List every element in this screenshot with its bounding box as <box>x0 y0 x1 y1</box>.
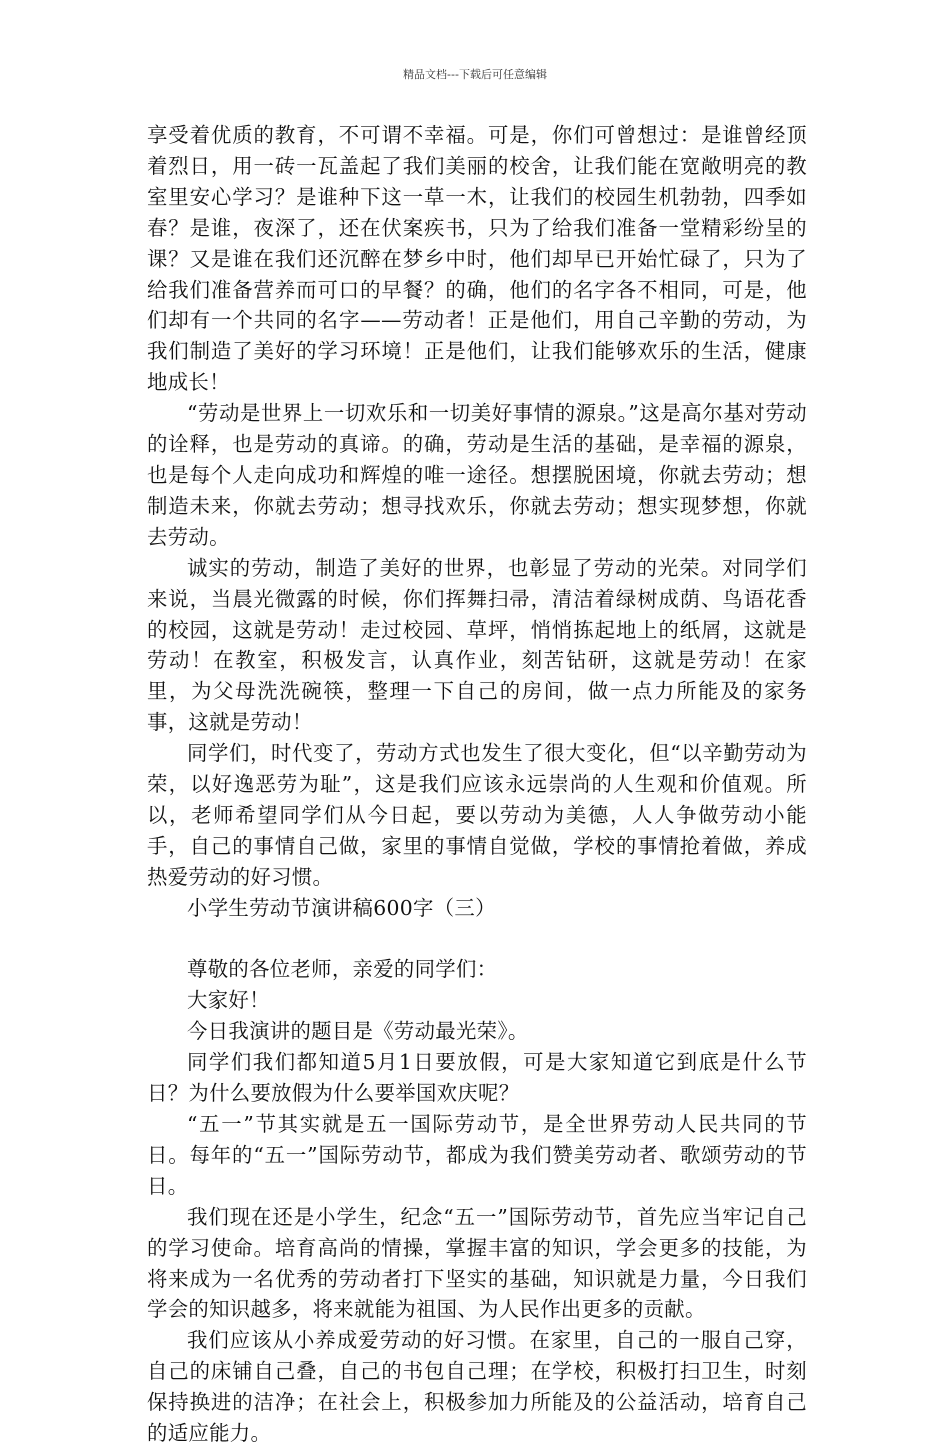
paragraph: 诚实的劳动，制造了美好的世界，也彰显了劳动的光荣。对同学们来说，当晨光微露的时候，你们挥舞扫帚，清洁着绿树成荫、鸟语花香的校园，这就是劳动！走过校园、草坪，悄悄拣起地上的纸屑，这就是劳动！在教室，积极发言，认真作业，刻苦钻研，这就是劳动！在家里，为父母洗洗碗筷，整理一下自己的房间，做一点力所能及的家务事，这就是劳动！ <box>147 555 807 735</box>
document-body <box>147 120 807 1449</box>
paragraph: 今日我演讲的题目是《劳动最光荣》。 <box>187 1019 529 1044</box>
page-header: 精品文档---下载后可任意编辑 <box>403 68 547 81</box>
greeting: 大家好！ <box>187 988 270 1013</box>
paragraph: 享受着优质的教育，不可谓不幸福。可是，你们可曾想过：是谁曾经顶着烈日，用一砖一瓦盖起了我们美丽的校舍，让我们能在宽敞明亮的教室里安心学习？是谁种下这一草一木，让我们的校园生机勃勃，四季如春？是谁，夜深了，还在伏案疾书，只为了给我们准备一堂精彩纷呈的课？又是谁在我们还沉醉在梦乡中时，他们却早已开始忙碌了，只为了给我们准备营养而可口的早餐？的确，他们的名字各不相同，可是，他们却有一个共同的名字——劳动者！正是他们，用自己辛勤的劳动，为我们制造了美好的学习环境！正是他们，让我们能够欢乐的生活，健康地成长！ <box>147 123 807 395</box>
paragraph: 我们应该从小养成爱劳动的好习惯。在家里，自己的一服自己穿，自己的床铺自己叠，自己的书包自己理；在学校，积极打扫卫生，时刻保持换进的洁净；在社会上，积极参加力所能及的公益活动，培育自己的适应能力。 <box>147 1328 807 1446</box>
paragraph: 我们现在还是小学生，纪念“五一”国际劳动节，首先应当牢记自己的学习使命。培育高尚的情操，掌握丰富的知识，学会更多的技能，为将来成为一名优秀的劳动者打下坚实的基础，知识就是力量，今日我们学会的知识越多，将来就能为祖国、为人民作出更多的贡献。 <box>147 1204 807 1322</box>
paragraph: “劳动是世界上一切欢乐和一切美好事情的源泉。”这是高尔基对劳动的诠释，也是劳动的真谛。的确，劳动是生活的基础，是幸福的源泉，也是每个人走向成功和辉煌的唯一途径。想摆脱困境，你就去劳动；想制造未来，你就去劳动；想寻找欢乐，你就去劳动；想实现梦想，你就去劳动。 <box>147 401 807 549</box>
section-heading: 小学生劳动节演讲稿600字（三） <box>187 895 496 920</box>
paragraph: 同学们我们都知道5月1日要放假，可是大家知道它到底是什么节日？为什么要放假为什么要举国欢庆呢？ <box>147 1050 807 1106</box>
salutation: 尊敬的各位老师，亲爱的同学们： <box>187 957 498 982</box>
paragraph: 同学们，时代变了，劳动方式也发生了很大变化，但“以辛勤劳动为荣，以好逸恶劳为耻”，这是我们应该永远崇尚的人生观和价值观。所以，老师希望同学们从今日起，要以劳动为美德，人人争做劳动小能手，自己的事情自己做，家里的事情自觉做，学校的事情抢着做，养成热爱劳动的好习惯。 <box>147 741 807 889</box>
paragraph: “五一”节其实就是五一国际劳动节，是全世界劳动人民共同的节日。每年的“五一”国际劳动节，都成为我们赞美劳动者、歌颂劳动的节日。 <box>147 1111 807 1198</box>
blank-line <box>147 924 807 955</box>
